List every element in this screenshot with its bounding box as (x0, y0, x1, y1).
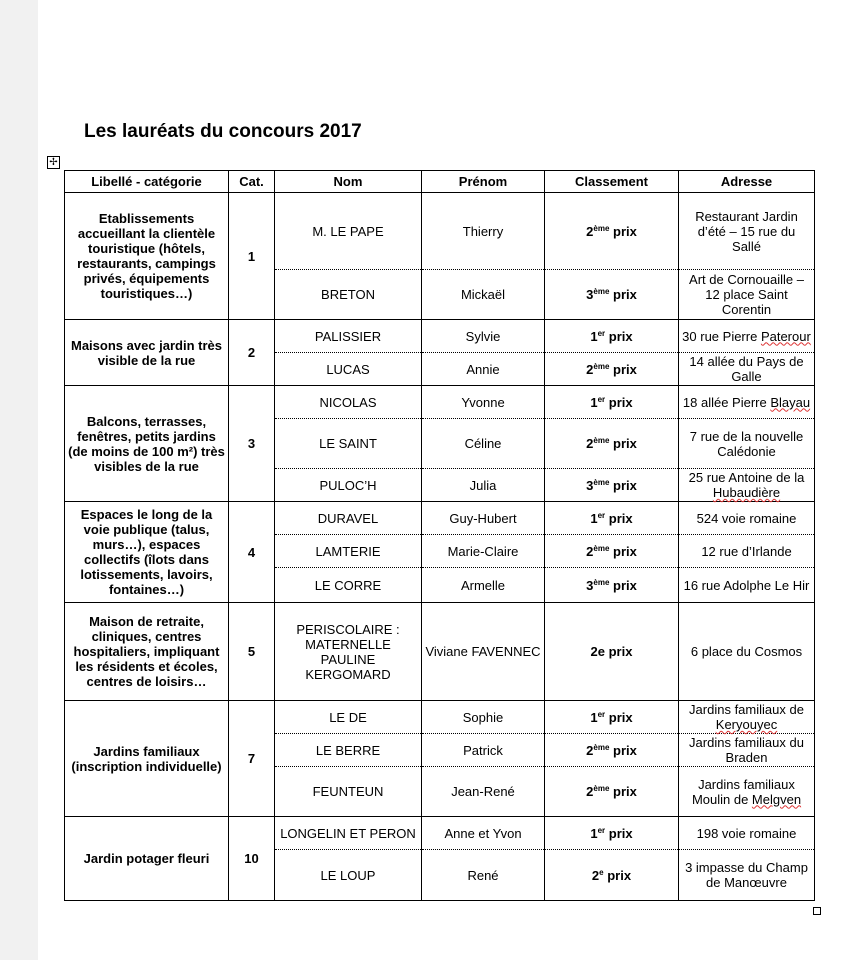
nom-cell: LUCAS (275, 353, 422, 386)
nom-cell: PALISSIER (275, 320, 422, 353)
prenom-cell: Jean-René (422, 767, 545, 817)
classement-cell: 1er prix (545, 817, 679, 850)
nom-cell: NICOLAS (275, 386, 422, 419)
category-number: 10 (229, 817, 275, 901)
adresse-cell: Jardins familiaux de Keryouyec (679, 701, 815, 734)
category-label: Maisons avec jardin très visible de la rue (65, 320, 229, 386)
prenom-cell: Sylvie (422, 320, 545, 353)
prenom-cell: Marie-Claire (422, 535, 545, 568)
adresse-cell: 3 impasse du Champ de Manœuvre (679, 850, 815, 901)
nom-cell: LE LOUP (275, 850, 422, 901)
adresse-cell: 198 voie romaine (679, 817, 815, 850)
prenom-cell: Céline (422, 419, 545, 469)
nom-cell: PULOC’H (275, 469, 422, 502)
table-row (65, 386, 815, 419)
adresse-cell: 7 rue de la nouvelle Calédonie (679, 419, 815, 469)
classement-cell: 1er prix (545, 386, 679, 419)
classement-cell: 2ème prix (545, 419, 679, 469)
table-row (65, 701, 815, 734)
prenom-cell: Thierry (422, 193, 545, 270)
adresse-cell: 12 rue d’Irlande (679, 535, 815, 568)
adresse-cell: Jardins familiaux Moulin de Melgven (679, 767, 815, 817)
prenom-cell: Yvonne (422, 386, 545, 419)
prenom-cell: Armelle (422, 568, 545, 603)
prenom-cell: Guy-Hubert (422, 502, 545, 535)
category-number: 1 (229, 193, 275, 320)
classement-cell: 2ème prix (545, 353, 679, 386)
prenom-cell: Mickaël (422, 270, 545, 320)
classement-cell: 1er prix (545, 502, 679, 535)
nom-cell: DURAVEL (275, 502, 422, 535)
adresse-cell: 25 rue Antoine de la Hubaudière (679, 469, 815, 502)
classement-cell: 3ème prix (545, 568, 679, 603)
prenom-cell: Julia (422, 469, 545, 502)
column-header-adresse: Adresse (679, 171, 815, 193)
classement-cell: 2e prix (545, 850, 679, 901)
nom-cell: BRETON (275, 270, 422, 320)
column-header-cat: Cat. (229, 171, 275, 193)
nom-cell: LE SAINT (275, 419, 422, 469)
table-move-handle-icon[interactable]: ✢ (47, 156, 60, 169)
adresse-cell: Art de Cornouaille – 12 place Saint Corentin (679, 270, 815, 320)
nom-cell: FEUNTEUN (275, 767, 422, 817)
nom-cell: LAMTERIE (275, 535, 422, 568)
category-label: Jardins familiaux (inscription individuelle) (65, 701, 229, 817)
nom-cell: LONGELIN ET PERON (275, 817, 422, 850)
classement-cell: 3ème prix (545, 270, 679, 320)
adresse-cell: 14 allée du Pays de Galle (679, 353, 815, 386)
classement-cell: 2e prix (545, 603, 679, 701)
prenom-cell: René (422, 850, 545, 901)
table-resize-handle[interactable] (813, 907, 821, 915)
category-label: Balcons, terrasses, fenêtres, petits jardins (de moins de 100 m²) très visibles de la rue (65, 386, 229, 502)
adresse-cell: Restaurant Jardin d’été – 15 rue du Sallé (679, 193, 815, 270)
prenom-cell: Viviane FAVENNEC (422, 603, 545, 701)
category-number: 3 (229, 386, 275, 502)
prenom-cell: Annie (422, 353, 545, 386)
category-number: 7 (229, 701, 275, 817)
prenom-cell: Anne et Yvon (422, 817, 545, 850)
adresse-cell: 18 allée Pierre Blayau (679, 386, 815, 419)
classement-cell: 2ème prix (545, 734, 679, 767)
classement-cell: 1er prix (545, 320, 679, 353)
table-header-row (65, 171, 815, 193)
column-header-categorie: Libellé - catégorie (65, 171, 229, 193)
category-number: 2 (229, 320, 275, 386)
classement-cell: 3ème prix (545, 469, 679, 502)
prenom-cell: Sophie (422, 701, 545, 734)
category-number: 4 (229, 502, 275, 603)
adresse-cell: 6 place du Cosmos (679, 603, 815, 701)
category-label: Espaces le long de la voie publique (talus, murs…), espaces collectifs (îlots dans lotissements, lavoirs, fontaines…) (65, 502, 229, 603)
laureates-table (64, 170, 815, 901)
table-row (65, 193, 815, 270)
nom-cell: M. LE PAPE (275, 193, 422, 270)
adresse-cell: 16 rue Adolphe Le Hir (679, 568, 815, 603)
page-title: Les lauréats du concours 2017 (84, 121, 362, 142)
classement-cell: 2ème prix (545, 193, 679, 270)
prenom-cell: Patrick (422, 734, 545, 767)
classement-cell: 2ème prix (545, 535, 679, 568)
nom-cell: LE DE (275, 701, 422, 734)
category-number: 5 (229, 603, 275, 701)
nom-cell: LE BERRE (275, 734, 422, 767)
classement-cell: 2ème prix (545, 767, 679, 817)
column-header-prenom: Prénom (422, 171, 545, 193)
category-label: Jardin potager fleuri (65, 817, 229, 901)
nom-cell: PERISCOLAIRE : MATERNELLE PAULINE KERGOMARD (275, 603, 422, 701)
table-row (65, 320, 815, 353)
classement-cell: 1er prix (545, 701, 679, 734)
adresse-cell: 524 voie romaine (679, 502, 815, 535)
adresse-cell: 30 rue Pierre Paterour (679, 320, 815, 353)
table-row (65, 817, 815, 850)
category-label: Maison de retraite, cliniques, centres hospitaliers, impliquant les résidents et écoles, centres de loisirs… (65, 603, 229, 701)
nom-cell: LE CORRE (275, 568, 422, 603)
table-row (65, 603, 815, 701)
column-header-classement: Classement (545, 171, 679, 193)
table-row (65, 502, 815, 535)
category-label: Etablissements accueillant la clientèle touristique (hôtels, restaurants, campings privés, équipements touristiques…) (65, 193, 229, 320)
adresse-cell: Jardins familiaux du Braden (679, 734, 815, 767)
column-header-nom: Nom (275, 171, 422, 193)
